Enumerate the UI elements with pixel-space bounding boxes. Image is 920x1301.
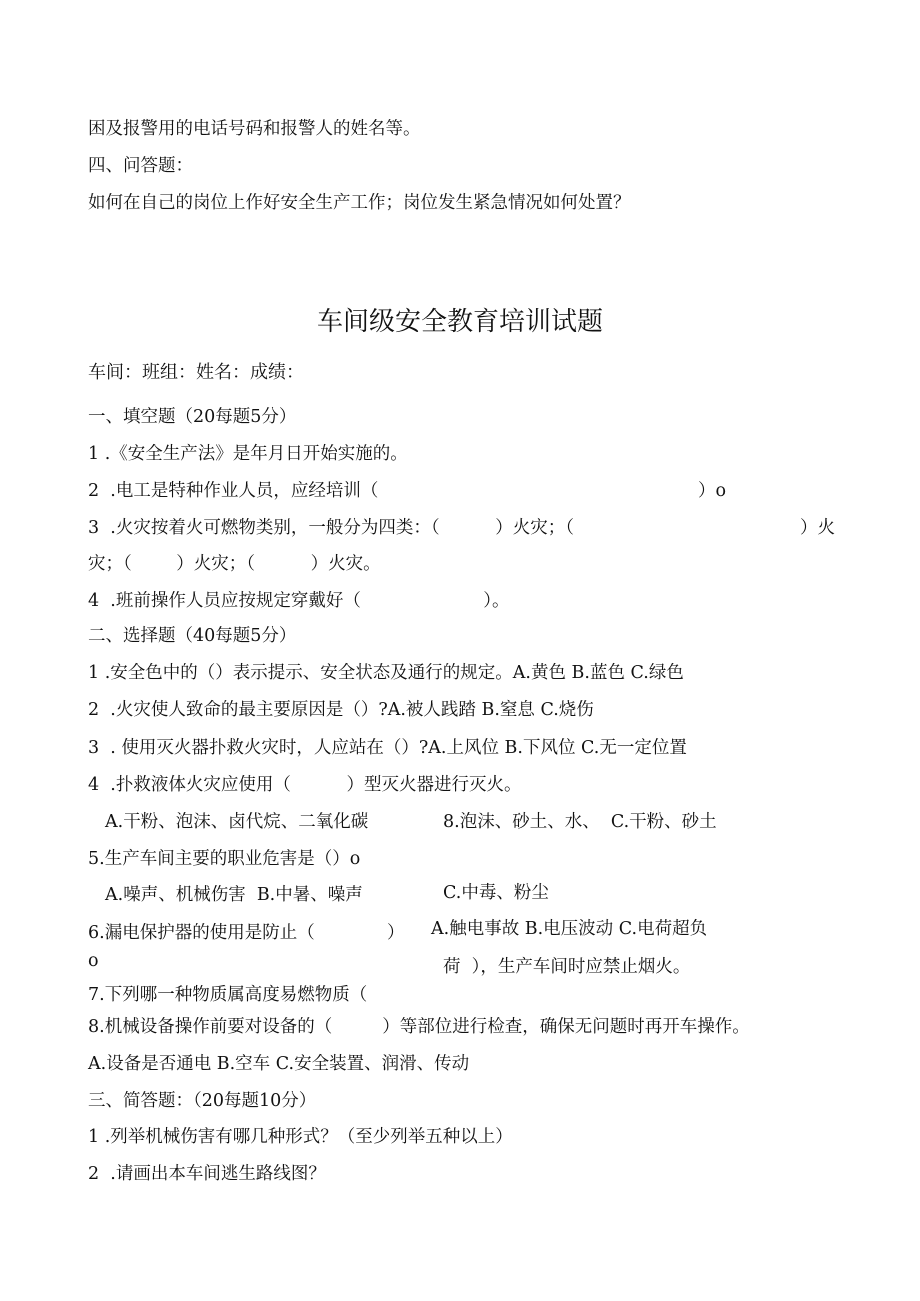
choice-q5-option-ab: A.噪声、机械伤害 B.中暑、噪声 <box>105 885 363 905</box>
fill-q2-end: ）o <box>698 481 727 501</box>
short-q1: 1 .列举机械伤害有哪几种形式？（至少列举五种以上） <box>88 1127 513 1147</box>
choice-q5-option-c: C.中毒、粉尘 <box>443 883 549 903</box>
choice-q8: 8.机械设备操作前要对设备的（ ）等部位进行检查，确保无问题时再开车操作。 <box>88 1017 750 1037</box>
choice-q5: 5.生产车间主要的职业危害是（）o <box>88 849 361 869</box>
choice-q6-options-cont: 荷 ），生产车间时应禁止烟火。 <box>443 957 691 977</box>
short-heading: 三、简答题：（20每题10分） <box>88 1091 317 1111</box>
continuation-text: 困及报警用的电话号码和报警人的姓名等。 <box>88 119 421 139</box>
choice-q4-option-a: A.干粉、泡沫、卤代烷、二氧化碳 <box>105 812 369 832</box>
choice-heading: 二、选择题（40每题5分） <box>88 626 297 646</box>
choice-q6-tail: o <box>88 951 99 971</box>
fill-heading: 一、填空题（20每题5分） <box>88 407 297 427</box>
fill-q1: 1 .《安全生产法》是年月日开始实施的。 <box>88 444 408 464</box>
section4-question: 如何在自己的岗位上作好安全生产工作；岗位发生紧急情况如何处置？ <box>88 193 631 213</box>
choice-q4: 4 .扑救液体火灾应使用（ ）型灭火器进行灭火。 <box>88 775 522 795</box>
short-q2: 2 .请画出本车间逃生路线图？ <box>88 1164 326 1184</box>
fill-q2: 2 .电工是特种作业人员，应经培训（ <box>88 481 379 501</box>
page-title: 车间级安全教育培训试题 <box>316 307 603 337</box>
choice-q7: 7.下列哪一种物质属高度易燃物质（ <box>88 985 368 1005</box>
choice-q4-option-bc: 8.泡沫、砂土、水、 C.干粉、砂土 <box>443 812 717 832</box>
section4-heading: 四、问答题： <box>88 156 193 176</box>
choice-q8-options: A.设备是否通电 B.空车 C.安全装置、润滑、传动 <box>88 1054 470 1074</box>
header-line: 车间：班组：姓名：成绩： <box>88 362 304 383</box>
choice-q6: 6.漏电保护器的使用是防止（ ） <box>88 923 405 943</box>
fill-q4: 4 .班前操作人员应按规定穿戴好（ ）。 <box>88 591 510 611</box>
choice-q6-options: A.触电事故 B.电压波动 C.电荷超负 <box>431 919 708 939</box>
fill-q3-cont: 灾；（ ）火灾；（ ）火灾。 <box>88 554 381 574</box>
choice-q1: 1 .安全色中的（）表示提示、安全状态及通行的规定。A.黄色 B.蓝色 C.绿色 <box>88 663 684 683</box>
fill-q3-end: ）火 <box>800 518 835 538</box>
choice-q2: 2 .火灾使人致命的最主要原因是（）?A.被人践踏 B.窒息 C.烧伤 <box>88 700 594 720</box>
fill-q3: 3 .火灾按着火可燃物类别，一般分为四类：（ ）火灾；（ <box>88 518 574 538</box>
choice-q3: 3 . 使用灭火器扑救火灾时，人应站在（）?A.上风位 B.下风位 C.无一定位置 <box>88 738 687 758</box>
